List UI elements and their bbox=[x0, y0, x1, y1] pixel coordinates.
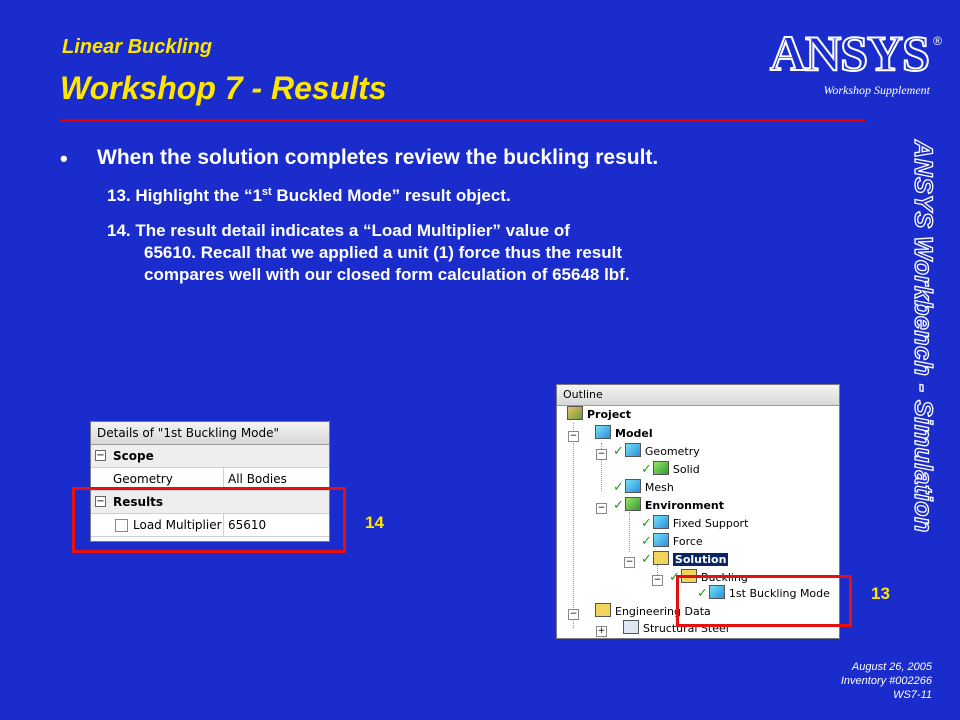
solution-label: Solution bbox=[674, 553, 727, 566]
scope-label: Scope bbox=[113, 449, 154, 463]
structural-steel-label: Structural Steel bbox=[643, 622, 729, 635]
callout-number-13: 13 bbox=[871, 584, 890, 603]
folder-icon bbox=[595, 603, 611, 617]
fixed-support-label: Fixed Support bbox=[672, 517, 749, 530]
results-label: Results bbox=[113, 495, 164, 509]
status-check-icon: ✓ bbox=[669, 570, 680, 585]
mode-label: 1st Buckling Mode bbox=[728, 587, 830, 600]
tree-node-project[interactable] bbox=[567, 406, 631, 424]
status-check-icon: ✓ bbox=[613, 444, 624, 459]
footer-page: WS7-11 bbox=[893, 689, 932, 701]
status-check-icon: ✓ bbox=[641, 462, 652, 477]
force-label: Force bbox=[672, 535, 703, 548]
geometry-value[interactable]: All Bodies bbox=[223, 468, 330, 490]
title-divider bbox=[60, 119, 865, 122]
geometry-icon bbox=[625, 443, 641, 457]
tree-line bbox=[629, 512, 630, 552]
footer bbox=[841, 660, 932, 702]
mesh-label: Mesh bbox=[644, 481, 674, 494]
status-check-icon: ✓ bbox=[613, 498, 624, 513]
project-icon bbox=[567, 406, 583, 420]
environment-label: Environment bbox=[644, 499, 725, 512]
tree-node-fixed-support[interactable] bbox=[641, 515, 748, 533]
tree-line bbox=[573, 423, 574, 628]
step-14-line2: 65610. Recall that we applied a unit (1) force thus the result bbox=[144, 243, 623, 262]
step-13-sup: st bbox=[261, 186, 272, 198]
workshop-supplement-label: Workshop Supplement bbox=[823, 83, 930, 97]
tree-node-geometry[interactable] bbox=[613, 443, 700, 461]
solid-body-icon bbox=[653, 461, 669, 475]
tree-node-mesh[interactable] bbox=[613, 479, 674, 497]
collapse-buckling-icon[interactable]: − bbox=[653, 575, 662, 585]
tree-node-solution[interactable] bbox=[641, 551, 728, 569]
collapse-engineering-data-icon[interactable]: − bbox=[569, 609, 578, 619]
bullet-marker: • bbox=[60, 146, 68, 171]
environment-icon bbox=[625, 497, 641, 511]
collapse-scope-icon[interactable]: − bbox=[96, 450, 105, 461]
project-label: Project bbox=[587, 408, 632, 421]
expand-steel-icon[interactable]: + bbox=[597, 626, 606, 636]
model-label: Model bbox=[615, 427, 653, 440]
solution-icon bbox=[653, 551, 669, 565]
tree-node-force[interactable] bbox=[641, 533, 703, 551]
registered-mark: ® bbox=[933, 34, 942, 48]
status-check-icon: ✓ bbox=[613, 480, 624, 495]
bullet-text: When the solution completes review the buckling result. bbox=[97, 146, 659, 169]
step-14 bbox=[107, 220, 847, 286]
footer-date: August 26, 2005 bbox=[851, 661, 932, 673]
side-banner-text: ANSYS Workbench - Simulation bbox=[909, 140, 937, 533]
fixed-support-icon bbox=[653, 515, 669, 529]
step-13 bbox=[107, 181, 511, 207]
outline-title: Outline bbox=[557, 385, 839, 406]
page-title: Workshop 7 - Results bbox=[60, 70, 387, 106]
status-check-icon: ✓ bbox=[697, 586, 708, 601]
buckling-label: Buckling bbox=[700, 571, 748, 584]
load-multiplier-key: Load Multiplier bbox=[133, 518, 222, 532]
load-multiplier-value: 65610 bbox=[223, 514, 330, 536]
side-banner bbox=[908, 140, 944, 560]
highlight-box-14 bbox=[72, 487, 346, 553]
section-subtitle: Linear Buckling bbox=[62, 36, 213, 58]
step-14-line1: 14. The result detail indicates a “Load Multiplier” value of bbox=[107, 221, 570, 240]
logo-text: ANSYS bbox=[770, 25, 929, 81]
collapse-model-icon[interactable]: − bbox=[569, 431, 578, 441]
details-panel-title: Details of "1st Buckling Mode" bbox=[91, 422, 329, 445]
solid-label: Solid bbox=[672, 463, 700, 476]
status-check-icon: ✓ bbox=[641, 516, 652, 531]
mesh-icon bbox=[625, 479, 641, 493]
material-icon bbox=[623, 620, 639, 634]
scope-group[interactable] bbox=[91, 445, 329, 468]
status-check-icon: ✓ bbox=[641, 552, 652, 567]
ansys-logo bbox=[770, 25, 942, 81]
collapse-environment-icon[interactable]: − bbox=[597, 503, 606, 513]
callout-number-14: 14 bbox=[365, 513, 384, 532]
tree-node-model[interactable] bbox=[595, 425, 653, 443]
footer-inventory: Inventory #002266 bbox=[840, 675, 932, 687]
status-check-icon: ✓ bbox=[641, 534, 652, 549]
collapse-solution-icon[interactable]: − bbox=[625, 557, 634, 567]
geometry-key: Geometry bbox=[113, 472, 173, 486]
tree-node-solid[interactable] bbox=[641, 461, 700, 479]
step-14-line3: compares well with our closed form calculation of 65648 lbf. bbox=[144, 265, 630, 284]
collapse-geometry-icon[interactable]: − bbox=[597, 449, 606, 459]
tree-node-environment[interactable] bbox=[613, 497, 724, 515]
geometry-label: Geometry bbox=[644, 445, 700, 458]
model-icon bbox=[595, 425, 611, 439]
step-13-prefix: 13. Highlight the “1 bbox=[107, 186, 262, 205]
force-icon bbox=[653, 533, 669, 547]
step-13-suffix: Buckled Mode” result object. bbox=[271, 186, 511, 205]
highlight-box-13 bbox=[676, 575, 852, 627]
collapse-results-icon[interactable]: − bbox=[96, 496, 105, 507]
engineering-data-label: Engineering Data bbox=[615, 605, 711, 618]
